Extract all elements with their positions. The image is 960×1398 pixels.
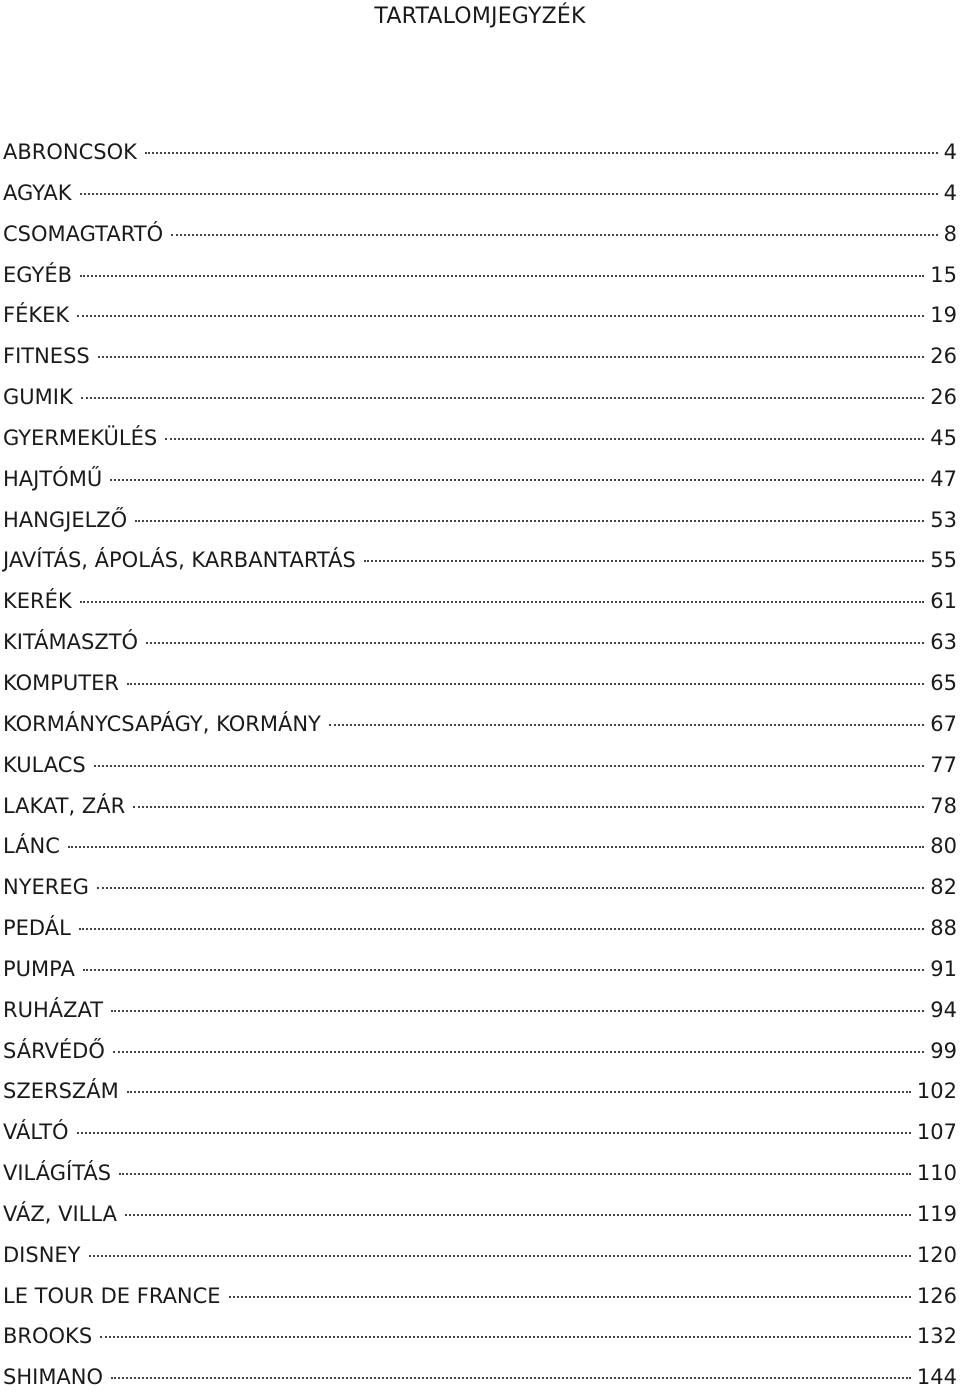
toc-entry[interactable] — [3, 1153, 957, 1194]
toc-entry-label: EGYÉB — [3, 262, 72, 287]
toc-entry-label: LAKAT, ZÁR — [3, 793, 126, 818]
toc-entry-label: DISNEY — [3, 1242, 81, 1267]
toc-entry-page-number: 19 — [930, 303, 957, 328]
dot-leader — [80, 275, 924, 277]
toc-entry-page-number: 8 — [943, 221, 957, 246]
toc-entry[interactable] — [3, 581, 957, 622]
toc-entry[interactable] — [3, 663, 957, 704]
page-title: TARTALOMJEGYZÉK — [374, 4, 586, 29]
toc-entry-page-number: 55 — [930, 548, 957, 573]
toc-entry-page-number: 110 — [916, 1161, 957, 1186]
toc-entry-label: NYEREG — [3, 875, 89, 900]
dot-leader — [111, 1377, 911, 1379]
toc-entry-page-number: 26 — [930, 385, 957, 410]
dot-leader — [81, 397, 925, 399]
dot-leader — [94, 765, 925, 767]
toc-entry-label: LE TOUR DE FRANCE — [3, 1283, 221, 1308]
toc-entry[interactable] — [3, 1031, 957, 1072]
toc-entry-label: CSOMAGTARTÓ — [3, 221, 164, 246]
dot-leader — [364, 560, 924, 562]
toc-entry[interactable] — [3, 1112, 957, 1153]
toc-entry-label: KOMPUTER — [3, 670, 119, 695]
toc-entry[interactable] — [3, 336, 957, 377]
dot-leader — [79, 928, 924, 930]
toc-entry[interactable] — [3, 867, 957, 908]
toc-entry-page-number: 47 — [930, 466, 957, 491]
toc-entry-page-number: 94 — [930, 997, 957, 1022]
dot-leader — [127, 683, 924, 685]
toc-entry-page-number: 61 — [930, 589, 957, 614]
toc-entry-label: VÁZ, VILLA — [3, 1201, 117, 1226]
toc-entry-label: KITÁMASZTÓ — [3, 630, 139, 655]
toc-entry-label: GUMIK — [3, 385, 73, 410]
toc-entry-label: ABRONCSOK — [3, 140, 137, 164]
toc-entry-page-number: 102 — [916, 1079, 957, 1104]
toc-entry[interactable] — [3, 255, 957, 296]
toc-entry-label: JAVÍTÁS, ÁPOLÁS, KARBANTARTÁS — [3, 548, 356, 573]
toc-entry-page-number: 91 — [930, 956, 957, 981]
dot-leader — [135, 520, 924, 522]
toc-entry[interactable] — [3, 745, 957, 786]
toc-entry-page-number: 119 — [916, 1201, 957, 1226]
dot-leader — [77, 315, 924, 317]
toc-entry-page-number: 77 — [930, 752, 957, 777]
toc-entry-page-number: 78 — [930, 793, 957, 818]
toc-entry-label: HANGJELZŐ — [3, 507, 128, 532]
dot-leader — [146, 642, 924, 644]
dot-leader — [97, 887, 924, 889]
toc-entry-page-number: 126 — [916, 1283, 957, 1308]
toc-entry-label: KULACS — [3, 752, 86, 777]
dot-leader — [133, 806, 924, 808]
toc-entry-label: VILÁGÍTÁS — [3, 1161, 112, 1186]
toc-entry-page-number: 144 — [916, 1365, 957, 1390]
toc-entry-label: SZERSZÁM — [3, 1079, 119, 1104]
toc-entry[interactable] — [3, 1357, 957, 1398]
toc-entry[interactable] — [3, 459, 957, 500]
toc-entry-label: GYERMEKÜLÉS — [3, 425, 158, 450]
toc-entry[interactable] — [3, 500, 957, 541]
toc-entry[interactable] — [3, 214, 957, 255]
toc-entry-page-number: 132 — [916, 1324, 957, 1349]
toc-entry-label: BROOKS — [3, 1324, 93, 1349]
table-of-contents — [3, 132, 957, 1398]
dot-leader — [77, 1132, 911, 1134]
toc-entry[interactable] — [3, 1235, 957, 1276]
toc-entry-page-number: 82 — [930, 875, 957, 900]
dot-leader — [89, 1255, 911, 1257]
toc-entry-page-number: 120 — [916, 1242, 957, 1267]
toc-entry[interactable] — [3, 540, 957, 581]
dot-leader — [113, 1051, 924, 1053]
toc-entry-page-number: 53 — [930, 507, 957, 532]
toc-entry-page-number: 99 — [930, 1038, 957, 1063]
toc-entry-page-number: 4 — [943, 140, 957, 164]
toc-entry-page-number: 80 — [930, 834, 957, 859]
toc-entry-label: RUHÁZAT — [3, 997, 104, 1022]
toc-entry[interactable] — [3, 173, 957, 214]
dot-leader — [329, 724, 924, 726]
toc-entry[interactable] — [3, 418, 957, 459]
toc-entry[interactable] — [3, 704, 957, 745]
toc-entry[interactable] — [3, 826, 957, 867]
dot-leader — [111, 1010, 924, 1012]
toc-entry-label: VÁLTÓ — [3, 1120, 69, 1145]
dot-leader — [80, 601, 925, 603]
toc-entry-page-number: 45 — [930, 425, 957, 450]
toc-entry-label: PUMPA — [3, 956, 75, 981]
dot-leader — [165, 438, 924, 440]
dot-leader — [171, 234, 937, 236]
dot-leader — [125, 1214, 911, 1216]
toc-entry-page-number: 65 — [930, 670, 957, 695]
toc-entry-page-number: 67 — [930, 711, 957, 736]
toc-entry-label: FÉKEK — [3, 303, 70, 328]
toc-entry-label: AGYAK — [3, 180, 72, 205]
toc-entry[interactable] — [3, 949, 957, 990]
toc-entry[interactable] — [3, 377, 957, 418]
toc-entry[interactable] — [3, 132, 957, 173]
dot-leader — [98, 356, 925, 358]
dot-leader — [145, 152, 938, 154]
toc-entry-label: LÁNC — [3, 834, 60, 859]
toc-entry-page-number: 4 — [943, 180, 957, 205]
toc-entry[interactable] — [3, 1276, 957, 1317]
toc-entry-label: SHIMANO — [3, 1365, 104, 1390]
toc-entry-label: HAJTÓMŰ — [3, 466, 103, 491]
toc-entry-page-number: 88 — [930, 916, 957, 941]
dot-leader — [68, 846, 924, 848]
dot-leader — [229, 1296, 911, 1298]
toc-entry-label: SÁRVÉDŐ — [3, 1038, 105, 1063]
toc-entry[interactable] — [3, 1071, 957, 1112]
dot-leader — [80, 193, 938, 195]
toc-entry-label: KORMÁNYCSAPÁGY, KORMÁNY — [3, 711, 321, 736]
dot-leader — [127, 1091, 911, 1093]
toc-entry-page-number: 107 — [916, 1120, 957, 1145]
toc-entry-label: PEDÁL — [3, 916, 71, 941]
toc-entry-label: KERÉK — [3, 589, 72, 614]
dot-leader — [83, 969, 924, 971]
dot-leader — [100, 1336, 911, 1338]
toc-entry-label: FITNESS — [3, 344, 90, 369]
toc-entry[interactable] — [3, 908, 957, 949]
toc-entry[interactable] — [3, 295, 957, 336]
dot-leader — [119, 1173, 911, 1175]
toc-entry-page-number: 26 — [930, 344, 957, 369]
toc-entry-page-number: 63 — [930, 630, 957, 655]
toc-entry[interactable] — [3, 622, 957, 663]
dot-leader — [110, 479, 924, 481]
toc-entry[interactable] — [3, 1194, 957, 1235]
toc-entry-page-number: 15 — [930, 262, 957, 287]
toc-entry[interactable] — [3, 1316, 957, 1357]
toc-entry[interactable] — [3, 990, 957, 1031]
toc-entry[interactable] — [3, 786, 957, 827]
